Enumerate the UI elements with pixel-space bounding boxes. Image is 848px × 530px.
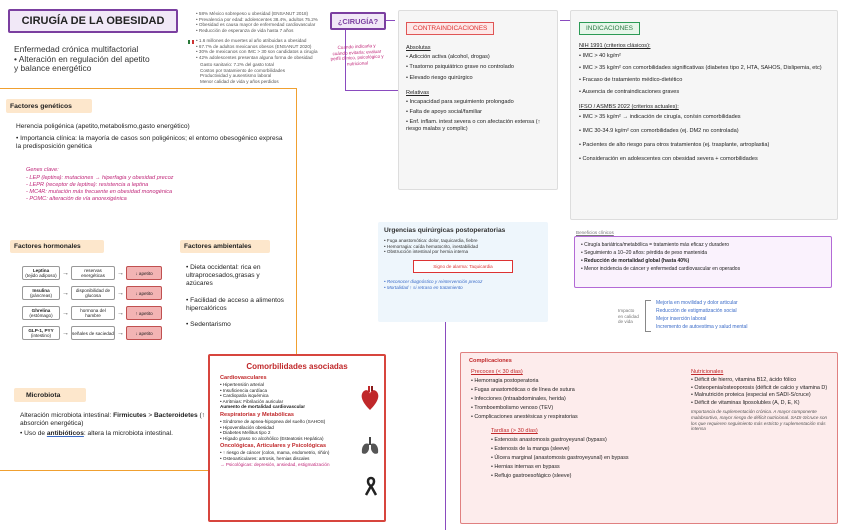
stats-block-2: • 1.6 millones de muertes al año atribuidas a obesidad • 67.7% de adultos mexicanos obesos (ENSANUT 2020) • 30% de mexicanos con IMC > 30 son candidatos a cirugía • 42% adolescentes presentan alguna forma de obesidad [196,38,318,60]
impact-list: Mejoría en movilidad y dolor articular Reducción de estigmatización social Mejor inserción laboral Incremento de autoestima y salud mental [656,300,748,330]
complications-panel: Complicaciones Precoces (< 30 días) • Hemorragia postoperatoria • Fugas anastomóticas o de línea de sutura • Infecciones (intraabdominales, herida) • Tromboembolismo venoso (TEV) • Complicaciones anestésicas y respiratorias Tardías (> 30 días) • Estenosis anastomosis gastroyeyunal (bypass) • Estenosis de la manga (sleeve) • Úlcera marginal (anastomosis gastroyeyunal) en bypass • Hernias internas en bypass • Reflujo gastroesofágico (sleeve) Nutricionales • Déficit de hierro, vitamina B12, ácido fólico • Osteopenia/osteoporosis (déficit de calcio y vitamina D) • Malnutrición proteica (especial en SADI-S/cruce) • Déficit de vitaminas liposolubles (A, D, E, K) Importancia de suplementación crónica. A mayor componente malabsortivo, mayor riesgo de déficit nutricional. SADI-S/cruce son los que requieren seguimiento más estricto y suplementación más intensa [460,352,838,524]
environment-list: • Dieta occidental: rica en ultraprocesados,grasas y azúcares • Facilidad de acceso a alimentos hipercalóricos • Sedentarismo [186,264,284,329]
hormone-row: Ghrelina (estómago) → hormona del hambre → ↑ apetito [22,306,172,320]
benefits-panel: • Cirugía bariátrica/metabólica = tratamiento más eficaz y duradero • Seguimiento a 10–20 años: pérdida de peso mantenida • Reducción de mortalidad global (hasta 40%) • Menor incidencia de cáncer y enfermedad cardiovascular en operados [574,236,832,288]
title-box [8,9,178,33]
microbiota-text: Alteración microbiota intestinal: Firmicutes > Bacteroidetes (↑ absorción energética) • Uso de antibióticos: altera la microbiota intestinal. [20,412,205,438]
nih-list: • IMC > 40 kg/m² • IMC > 35 kg/m² con comorbilidades significativas (diabetes tipo 2, HTA, SAHOS, Dislipemia, etc) • Fracaso de tratamiento médico-dietético • Ausencia de contraindicaciones graves [579,53,822,95]
heart-icon [360,386,380,412]
environment-title-box: Factores ambientales [180,240,270,253]
orange-frame [0,88,296,89]
connector-line [560,20,570,21]
relative-list: • Incapacidad para seguimiento prolongado • Falta de apoyo social/familiar • Enf. inflam. intest severa o con afectación extensa (↑ riesgo malabs y complic) [406,99,541,132]
contraindications-title: CONTRAINDICACIONES [406,22,494,35]
comorbidities-panel: Comorbilidades asociadas Cardiovasculares • Hipertensión arterial • Insuficiencia cardíaca • Cardiopatía isquémica • Arritmias: Fibrilación auricular Aumento de mortalidad cardiovascular Respiratorias y Metabólicas • Síndrome de apnea-hipopnea del sueño (SAHOS) • Hipoventilación obesidad • Diabetes Mellitus tipo 2 • Hígado graso no alcohólico (Esteatosis Hepática) Oncológicas, Articulares y Psicológicas • ↑ riesgo de cáncer (colon, mama, endometrio, riñón) • Osteoarticulares: artrosis, hernias discales → Psicológicas: depresión, ansiedad, estigmatización [208,354,386,522]
impact-label: Impacto en calidad de vida [618,308,639,325]
genetic-title-box: Factores genéticos [6,99,92,113]
hormone-row: Leptina (tejido adiposo) → reservas energéticas → ↓ apetito [22,266,172,280]
page-title: CIRUGÍA DE LA OBESIDAD [21,15,165,27]
orange-frame [296,88,297,368]
benefits-title: Beneficios clínicos [576,230,614,235]
hormone-flow [22,266,172,340]
emergencies-panel: Urgencias quirúrgicas postoperatorias • Fuga anastomótica: dolor, taquicardia, fiebre • Hemorragia: caída hematocrito, inestabilidad • Obstrucción intestinal por hernia interna Signo de alarma: Taquicardia • Reconocer diagnóstico y reintervención precoz • Mortalidad ↑ si retraso en tratamiento [378,222,548,322]
hormonal-title-box: Factores hormonales [10,240,104,253]
microbiota-title-box: Microbiota [14,388,86,402]
stats-block: • 58% México sobrepeso u obesidad (ENSANUT 2018) • Prevalencia por edad: adolescentes 38.4%, adultos 75.2% • Obesidad es causa mayor de enfermedad cardiovascular • Reducción de esperanza de vida hasta 7 años [196,11,318,33]
alarm-sign: Signo de alarma: Taquicardia [413,260,513,274]
genes-list: Genes clave: - LEP (leptina): mutaciones → hiperfagia y obesidad precoz - LEPR (receptor de leptina): resistencia a leptina - MC4R: mutación más frecuente en obesidad monogénica - POMC: alteración de vía anorexigénica [26,167,174,202]
intro-text: Enfermedad crónica multifactorial • Alteración en regulación del apetito y balance energético [14,44,150,74]
ifso-list: • IMC > 35 kg/m² → indicación de cirugía, con/sin comorbilidades • IMC 30-34.9 kg/m² con comorbilidades (ej. DM2 no controlada) • Pacientes de alto riesgo para otros tratamientos (ej. trasplante, artroplastia) • Consideración en adolescentes con obesidad severa + comorbilidades [579,114,770,162]
hormone-row: Insulina (páncreas) → disponibilidad de glucosa → ↓ apetito [22,286,172,300]
surgery-question-box: ¿CIRUGÍA? [330,12,386,30]
ribbon-icon [364,476,378,496]
genetic-text: Herencia poligénica (apetito,metabolismo,gasto energético) • Importancia clínica: la mayoría de casos son poligénicos; el entorno obesogénico expresa la predisposición genética [16,123,283,151]
lungs-icon [360,436,380,456]
flag-icon [188,40,194,44]
indications-panel: INDICACIONES NIH 1991 (criterios clásicos): • IMC > 40 kg/m² • IMC > 35 kg/m² con comorbilidades significativas (diabetes tipo 2, HTA, SAHOS, Dislipemia, etc) • Fracaso de tratamiento médico-dietético • Ausencia de contraindicaciones graves IFSO / ASMBS 2022 (criterios actuales): • IMC > 35 kg/m² → indicación de cirugía, con/sin comorbilidades • IMC 30-34.9 kg/m² con comorbilidades (ej. DM2 no controlada) • Pacientes de alto riesgo para otros tratamientos (ej. trasplante, artroplastia) • Consideración en adolescentes con obesidad severa + comorbilidades [570,10,838,220]
surgery-note: Cuando indicarla y cuándo evitarla: evaluar perfil clínico, psicológico y nutricional [330,43,384,67]
impact-bracket [645,300,651,332]
stats-block-3: Gasto sanitario: 7.2% del gasto total Costos por tratamiento de comorbilidades Productividad y ausentismo laboral Menor calidad de vida y años perdidos [200,62,286,84]
connector-line [385,20,395,21]
indications-title: INDICACIONES [579,22,640,35]
orange-frame [0,470,210,471]
hormone-row: GLP-1, PYY (intestino) → señales de saciedad → ↓ apetito [22,326,172,340]
contraindications-panel: CONTRAINDICACIONES Absolutas • Adicción activa (alcohol, drogas) • Trastorno psiquiátrico grave no controlado • Elevado riesgo quirúrgico Relativas • Incapacidad para seguimiento prolongado • Falta de apoyo social/familiar • Enf. inflam. intest severa o con afectación extensa (↑ riesgo malabs y complic) [398,10,558,190]
absolute-list: • Adicción activa (alcohol, drogas) • Trastorno psiquiátrico grave no controlado • Elevado riesgo quirúrgico [406,54,514,81]
